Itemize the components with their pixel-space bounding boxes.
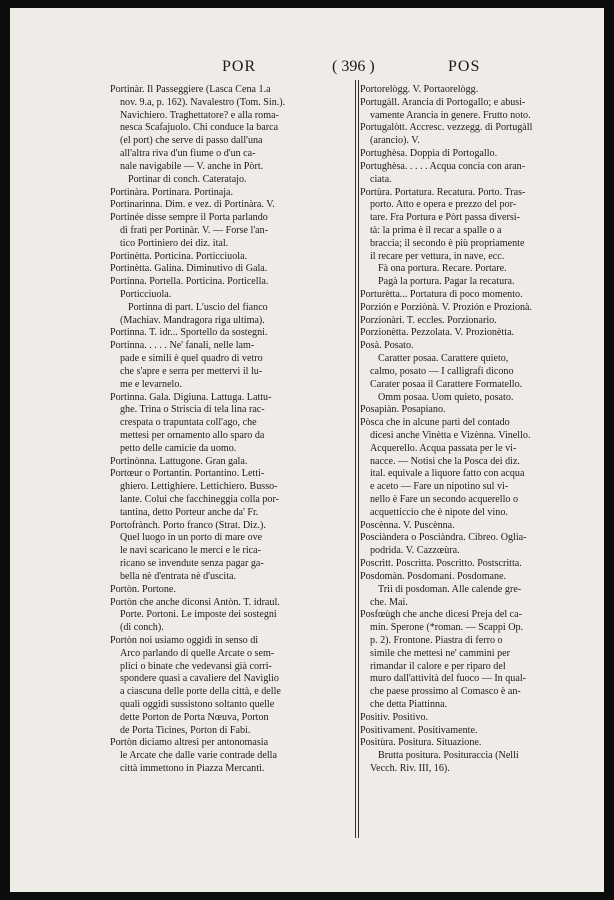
entry-line: Porturètta... Portatura di poco momento. [360,289,523,300]
entry-line: ghe. Trina o Striscia di tela lina rac- [120,404,265,416]
entry-line: crespata o trapuntata coll'ago, che [120,417,257,429]
entry-line: a ciascuna delle porte della città, e delle [120,686,281,698]
left-column [110,84,348,776]
entry-line: Caratter posaa. Carattere quieto, [378,353,509,365]
entry-line: Quel luogo in un porto di mare ove [120,532,263,544]
entry-line: Positiv. Positivo. [360,711,429,723]
entry-line: che paese prossimo al Comasco è an- [370,686,521,698]
entry-line: pade e simili è quel quadro di vetro [120,353,263,365]
entry-line: nello è Fare un secondo acquerello o [370,494,518,505]
entry-line: (arancio). V. [370,135,420,147]
entry-line: Positùra. Positura. Situazione. [360,737,482,749]
entry-line: Portinàra. Portinara. Portinaja. [110,186,234,198]
entry-line: città immettono in Piazza Mercanti. [120,763,265,775]
entry-line: acquetticcio che è nipote del vino. [370,506,508,518]
entry-line: ital. equivale a liquore fatto con acqua [370,468,525,480]
entry-line: Trii di posdoman. Alle calende gre- [378,583,522,595]
entry-line: Porzión e Porziònà. V. Prozión e Prozionà. [360,301,533,313]
entry-line: Portinàr. Il Passeggiere (Lasca Cena 1.a [110,84,271,95]
entry-line: Porzionètta. Pezzolata. V. Prozionètta. [360,327,515,339]
entry-line: lante. Colui che facchineggia colla por- [120,494,279,505]
entry-line: spondere quasi a cavaliere del Naviglio [120,673,279,685]
entry-line: Arco parlando di quelle Arcate o sem- [120,647,275,659]
entry-line: Portugàll. Arancia di Portogallo; e abusi- [360,96,526,108]
entry-line: ghiero. Lettighiere. Lettichiero. Busso- [120,481,278,493]
entry-line: Portòn noi usiamo oggidì in senso di [110,634,259,646]
entry-line: Posà. Posato. [360,340,414,352]
entry-line: Portòn che anche diconsi Antòn. T. idraul. [110,596,280,608]
entry-line: Portinna. . . . . Ne' fanali, nelle lam- [110,340,255,352]
entry-line: podrida. V. Cazzœùra. [370,545,460,557]
entry-line: Portinna. Portella. Porticina. Porticella. [110,276,269,288]
entry-line: Pòsca che in alcune parti del contado [360,417,510,429]
entry-line: Portinètta. Galina. Diminutivo di Gala. [110,263,268,275]
dictionary-page [10,8,604,892]
entry-line: p. 2). Frontone. Piastra di ferro o [370,634,503,646]
entry-line: Portughèsa. Doppia di Portogallo. [360,148,498,160]
left-running-headword: POR [222,58,257,75]
entry-line: ciata. [370,173,392,185]
entry-line: tico Portiniero dei diz. ital. [120,237,229,249]
entry-line: Posapiàn. Posapiano. [360,404,446,416]
entry-line: Vecch. Riv. III, 16). [370,763,450,775]
entry-line: porto. Atto e opera e prezzo del por- [370,199,517,211]
entry-line: nesca Scafajuolo. Chi conduce la barca [120,122,279,134]
entry-line: Portinar di conch. Cateratajo. [128,173,247,185]
entry-line: Portòn diciamo altresì per antonomasia [110,737,269,749]
entry-line: Portinarinna. Dim. e vez. di Portinàra. V. [110,199,275,211]
page-header [10,58,604,84]
entry-line: Portughèsa. . . . . Acqua concia con aran- [360,160,526,172]
entry-line: il recare per vettura, in nave, ecc. [370,250,505,262]
entry-line: tantina, detto Porteur anche da' Fr. [120,506,259,518]
entry-line: Brutta positura. Posituraccia (Nelli [378,750,519,762]
entry-line: tare. Fra Portura e Pòrt passa diversi- [370,212,520,224]
entry-line: plici o binate che vedevansi già corri- [120,660,272,672]
entry-line: mettesi per ornamento allo sparo da [120,429,265,441]
entry-line: (Machiav. Mandragora riga ultima). [120,314,265,326]
entry-line: Portinna. Gala. Digiuna. Lattuga. Lattu- [110,391,272,403]
entry-line: simile che mettesi ne' cammini per [370,647,511,659]
entry-line: Posciàndera o Posciàndra. Cibreo. Oglia- [360,532,527,544]
entry-line: dette Porton de Porta Nœuva, Porton [120,711,269,723]
entry-line: Portinna. T. idr... Sportello da sostegni. [110,327,268,339]
entry-line: Porte. Portoni. Le imposte dei sostegni [120,609,277,621]
entry-line: Posdomàn. Posdomani. Posdomane. [360,570,507,582]
column-divider-double [358,80,359,838]
page-number: ( 396 ) [332,58,375,75]
entry-line: Portugalòtt. Accresc. vezzegg. di Portugàll [360,122,533,134]
entry-line: e aceto — Fare un nipotino sul vi- [370,481,509,493]
entry-line: Positivament. Positivamente. [360,724,478,736]
entry-line: (di conch). [120,622,164,634]
entry-line: petto delle camicie da uomo. [120,442,237,454]
entry-line: Portofrànch. Porto franco (Strat. Diz.). [110,519,266,531]
entry-line: Omm posaa. Uom quieto, posato. [378,391,514,403]
right-column [360,84,598,776]
entry-line: Carater posaa il Carattere Formatello. [370,378,523,390]
entry-line: de Porta Ticines, Porton di Fabi. [120,724,251,736]
entry-line: Portùra. Portatura. Recatura. Porto. Tras- [360,186,526,198]
entry-line: che detta Piattinna. [370,699,448,710]
entry-line: muro dall'attività del fuoco — In qual- [370,673,526,685]
entry-line: bella nè d'entrata nè d'uscita. [120,570,237,582]
entry-line: che. Mai. [370,596,408,608]
entry-line: Porzionàri. T. eccles. Porzionario. [360,314,497,326]
entry-line: dicesi anche Vinètta e Vizènna. Vinello. [370,429,531,441]
entry-line: vamente Arancia in genere. Frutto noto. [370,109,531,121]
entry-line: all'altra riva d'un fiume o d'un ca- [120,148,256,160]
entry-line: nacce. — Notisi che la Posca dei diz. [370,455,520,467]
entry-line: Portinée disse sempre il Porta parlando [110,212,268,224]
entry-line: rimandar il calore e per riparo del [370,660,506,672]
entry-line: Acquerello. Acqua passata per le vi- [370,442,517,454]
entry-line: min. Sperone (*roman. — Scappi Op. [370,622,524,634]
entry-line: nov. 9.a, p. 162). Navalestro (Tom. Sin.). [120,96,286,108]
entry-line: Navichiero. Traghettatore? e alla roma- [120,109,279,121]
entry-line: le navi scaricano le merci e le rica- [120,545,261,557]
entry-line: tà: la prima è il recar a spalle o a [370,224,502,236]
entry-line: Portòn. Portone. [110,583,176,595]
entry-line: calmo, posato — I calligrafi dicono [370,365,514,377]
entry-line: Portinònna. Lattugone. Gran gala. [110,455,248,467]
entry-line: me e levarnelo. [120,378,182,390]
right-running-headword: POS [448,58,481,75]
entry-line: Posfœùgh che anche dicesi Preja del ca- [360,609,522,621]
entry-line: (el port) che serve di passo dall'una [120,135,263,147]
entry-line: Portorelògg. V. Portaorelògg. [360,84,479,95]
entry-line: Poscrìtt. Poscritta. Poscritto. Postscritta. [360,558,522,570]
entry-line: nale navigabile — V. anche in Pòrt. [120,160,264,172]
entry-line: le Arcate che dalle varie contrade della [120,750,277,762]
entry-line: quali oggidì sussistono soltanto quelle [120,699,275,710]
entry-line: Fà ona portura. Recare. Portare. [378,263,507,275]
entry-line: Pagà la portura. Pagar la recatura. [378,276,515,288]
entry-line: Portinètta. Porticina. Porticciuola. [110,250,248,262]
entry-line: ricano se invendute senza pagar ga- [120,558,264,570]
entry-line: Portinna di part. L'uscio del fianco [128,301,268,313]
entry-line: di frati per Portinàr. V. — Forse l'an- [120,224,269,236]
entry-line: braccia; il secondo è più propriamente [370,237,525,249]
column-divider [355,80,356,838]
entry-line: Poscènna. V. Puscènna. [360,519,455,531]
entry-line: Porticciuola. [120,289,172,300]
entry-line: che s'apre e serra per mettervi il lu- [120,365,263,377]
entry-line: Portœur o Portantin. Portantino. Letti- [110,468,265,480]
